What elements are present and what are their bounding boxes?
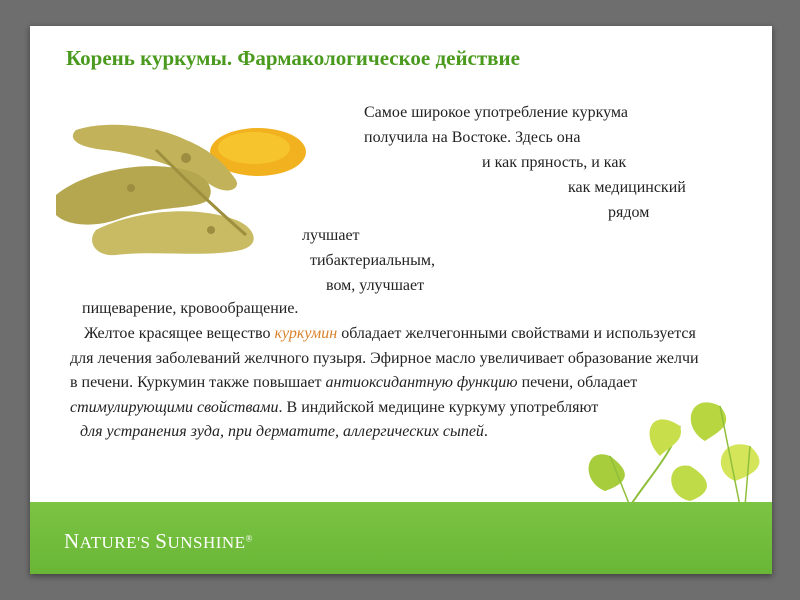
- itching-text: для устранения зуда, при дерматите, аллергических сыпей: [80, 423, 484, 440]
- slide: [30, 26, 772, 574]
- logo-letter: ': [136, 533, 141, 552]
- intro-line: лучшает: [302, 227, 360, 244]
- logo-letter: S: [155, 529, 168, 553]
- curcumin-paragraph: [70, 322, 710, 445]
- text-run: Желтое красящее вещество: [84, 325, 275, 342]
- curcumin-text: [70, 322, 710, 420]
- intro-line: пищеварение, кровообращение.: [82, 300, 299, 317]
- intro-line: как медицинский: [568, 179, 686, 196]
- intro-line: рядом: [608, 204, 650, 221]
- registered-mark: ®: [245, 533, 253, 544]
- intro-line: тибактериальным,: [310, 252, 435, 269]
- logo-letter: S: [140, 533, 151, 552]
- itching-line: [70, 420, 710, 445]
- intro-line: получила на Востоке. Здесь она: [364, 129, 581, 146]
- text-run: обладает желчегонными свойствами и используется для лечения заболеваний желчного пузыря. Эфирное масло увеличивает образование желчи в печени. Куркумин также повышает: [70, 325, 699, 391]
- footer-bar: [30, 502, 772, 574]
- intro-line: Самое широкое употребление куркума: [364, 104, 629, 121]
- natures-sunshine-logo: [64, 529, 253, 554]
- intro-line: вом, улучшает: [326, 277, 425, 294]
- slide-title: Корень куркумы. Фармакологическое действие: [66, 46, 520, 70]
- turmeric-root-image: [36, 110, 306, 260]
- intro-line: и как пряность, и как: [482, 154, 627, 171]
- logo-letter: UNSHINE: [167, 533, 246, 552]
- antioxidant-term: антиоксидантную функцию: [325, 374, 518, 391]
- stimulating-term: стимулирующими свойствами: [70, 398, 279, 416]
- curcumin-term: куркумин: [274, 325, 338, 342]
- text-run: печени, обладает: [517, 374, 638, 391]
- text-run: .: [483, 423, 488, 440]
- logo-letter: N: [64, 529, 80, 553]
- text-run: . В индийской медицине куркуму употребляют: [278, 398, 599, 416]
- logo-letter: ATURE: [79, 533, 137, 552]
